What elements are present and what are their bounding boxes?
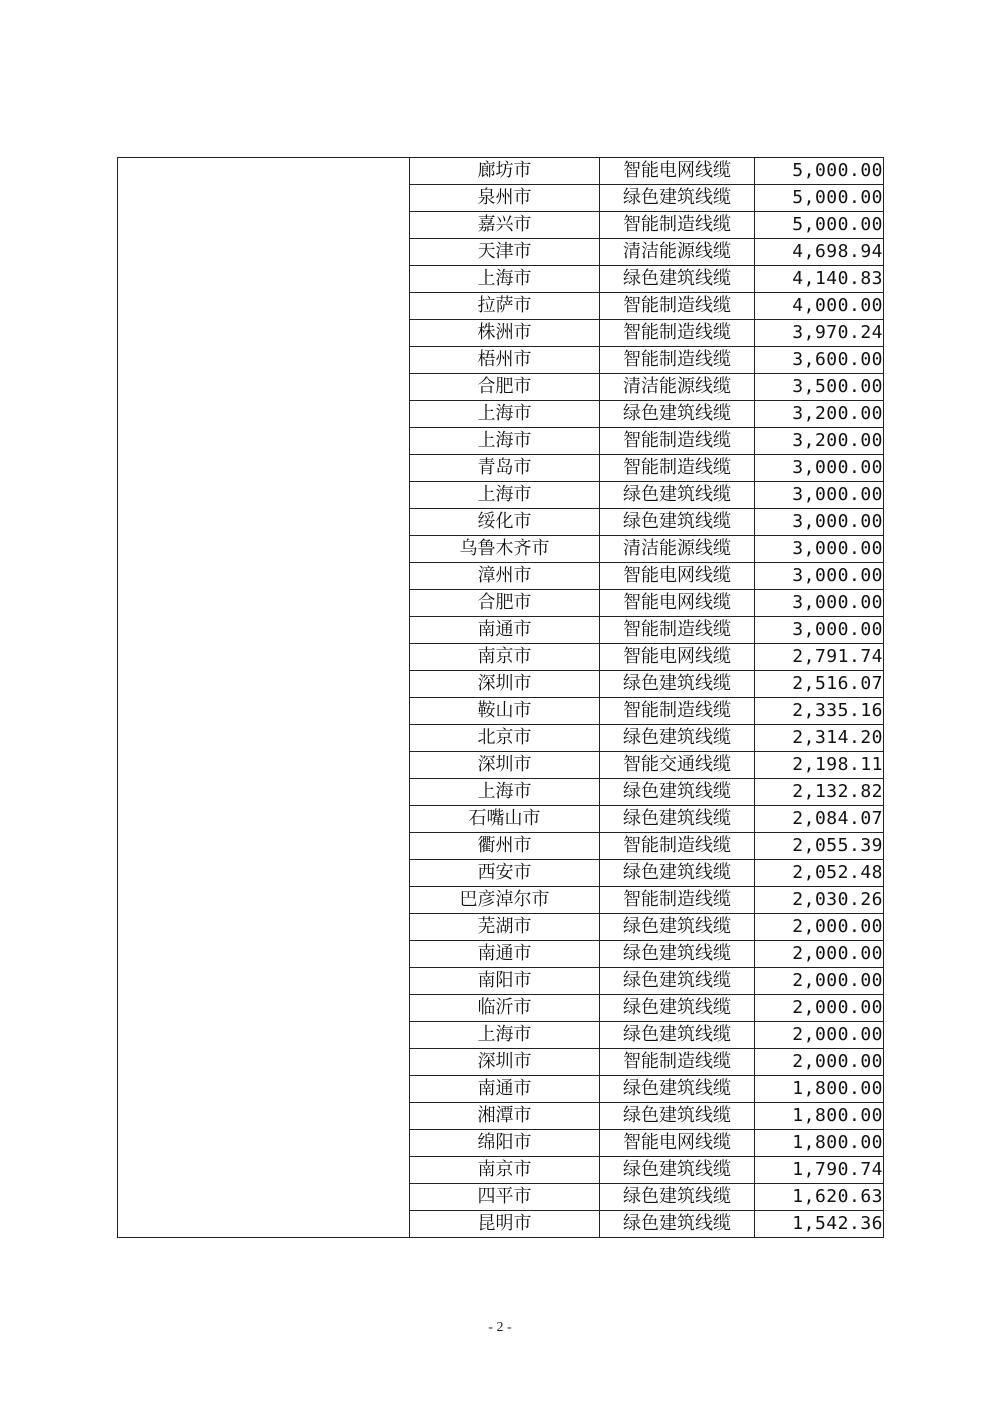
amount-cell: 2,335.16 [755,698,884,725]
category-cell: 绿色建筑线缆 [600,1103,755,1130]
city-cell: 乌鲁木齐市 [410,536,600,563]
city-cell: 绥化市 [410,509,600,536]
city-cell: 临沂市 [410,995,600,1022]
merged-blank-cell [118,158,410,1238]
city-cell: 梧州市 [410,347,600,374]
amount-cell: 1,800.00 [755,1130,884,1157]
city-cell: 拉萨市 [410,293,600,320]
city-cell: 衢州市 [410,833,600,860]
amount-cell: 2,791.74 [755,644,884,671]
amount-cell: 1,800.00 [755,1103,884,1130]
amount-cell: 4,140.83 [755,266,884,293]
city-cell: 昆明市 [410,1211,600,1238]
category-cell: 智能制造线缆 [600,455,755,482]
amount-cell: 1,542.36 [755,1211,884,1238]
amount-cell: 2,000.00 [755,968,884,995]
amount-cell: 3,970.24 [755,320,884,347]
city-cell: 北京市 [410,725,600,752]
city-cell: 南京市 [410,644,600,671]
category-cell: 绿色建筑线缆 [600,482,755,509]
category-cell: 绿色建筑线缆 [600,1211,755,1238]
category-cell: 智能电网线缆 [600,158,755,185]
city-cell: 株洲市 [410,320,600,347]
category-cell: 绿色建筑线缆 [600,968,755,995]
amount-cell: 2,030.26 [755,887,884,914]
amount-cell: 3,000.00 [755,509,884,536]
category-cell: 智能制造线缆 [600,833,755,860]
city-cell: 南阳市 [410,968,600,995]
amount-cell: 2,084.07 [755,806,884,833]
amount-cell: 3,000.00 [755,536,884,563]
category-cell: 绿色建筑线缆 [600,779,755,806]
category-cell: 智能制造线缆 [600,887,755,914]
category-cell: 绿色建筑线缆 [600,1157,755,1184]
category-cell: 智能电网线缆 [600,590,755,617]
category-cell: 智能电网线缆 [600,644,755,671]
amount-cell: 3,000.00 [755,455,884,482]
city-cell: 上海市 [410,779,600,806]
category-cell: 绿色建筑线缆 [600,185,755,212]
city-cell: 青岛市 [410,455,600,482]
category-cell: 绿色建筑线缆 [600,1022,755,1049]
project-table-body [118,158,884,1238]
city-cell: 天津市 [410,239,600,266]
amount-cell: 3,000.00 [755,482,884,509]
amount-cell: 3,000.00 [755,563,884,590]
category-cell: 绿色建筑线缆 [600,1184,755,1211]
category-cell: 绿色建筑线缆 [600,509,755,536]
amount-cell: 2,000.00 [755,914,884,941]
category-cell: 智能制造线缆 [600,698,755,725]
city-cell: 上海市 [410,266,600,293]
city-cell: 南京市 [410,1157,600,1184]
amount-cell: 1,620.63 [755,1184,884,1211]
amount-cell: 3,200.00 [755,401,884,428]
amount-cell: 5,000.00 [755,158,884,185]
category-cell: 绿色建筑线缆 [600,860,755,887]
category-cell: 智能交通线缆 [600,752,755,779]
city-cell: 南通市 [410,617,600,644]
city-cell: 上海市 [410,1022,600,1049]
category-cell: 智能制造线缆 [600,1049,755,1076]
city-cell: 鞍山市 [410,698,600,725]
category-cell: 绿色建筑线缆 [600,1076,755,1103]
category-cell: 智能制造线缆 [600,293,755,320]
category-cell: 智能制造线缆 [600,428,755,455]
amount-cell: 2,000.00 [755,1049,884,1076]
category-cell: 清洁能源线缆 [600,536,755,563]
category-cell: 清洁能源线缆 [600,374,755,401]
category-cell: 智能制造线缆 [600,347,755,374]
amount-cell: 2,198.11 [755,752,884,779]
amount-cell: 4,000.00 [755,293,884,320]
category-cell: 智能电网线缆 [600,1130,755,1157]
category-cell: 绿色建筑线缆 [600,995,755,1022]
amount-cell: 5,000.00 [755,185,884,212]
city-cell: 上海市 [410,482,600,509]
city-cell: 深圳市 [410,671,600,698]
amount-cell: 3,600.00 [755,347,884,374]
table-row [118,158,884,185]
amount-cell: 4,698.94 [755,239,884,266]
amount-cell: 2,000.00 [755,1022,884,1049]
amount-cell: 2,052.48 [755,860,884,887]
amount-cell: 3,000.00 [755,617,884,644]
city-cell: 嘉兴市 [410,212,600,239]
amount-cell: 2,000.00 [755,941,884,968]
amount-cell: 1,790.74 [755,1157,884,1184]
city-cell: 泉州市 [410,185,600,212]
category-cell: 绿色建筑线缆 [600,806,755,833]
category-cell: 绿色建筑线缆 [600,401,755,428]
amount-cell: 2,132.82 [755,779,884,806]
category-cell: 绿色建筑线缆 [600,914,755,941]
amount-cell: 3,500.00 [755,374,884,401]
amount-cell: 3,200.00 [755,428,884,455]
amount-cell: 5,000.00 [755,212,884,239]
city-cell: 合肥市 [410,374,600,401]
category-cell: 绿色建筑线缆 [600,725,755,752]
city-cell: 西安市 [410,860,600,887]
city-cell: 石嘴山市 [410,806,600,833]
amount-cell: 2,000.00 [755,995,884,1022]
category-cell: 绿色建筑线缆 [600,671,755,698]
project-table [117,157,884,1238]
city-cell: 南通市 [410,1076,600,1103]
amount-cell: 2,314.20 [755,725,884,752]
category-cell: 智能制造线缆 [600,212,755,239]
city-cell: 上海市 [410,401,600,428]
amount-cell: 3,000.00 [755,590,884,617]
city-cell: 漳州市 [410,563,600,590]
city-cell: 深圳市 [410,1049,600,1076]
page-number: - 2 - [488,1320,512,1335]
city-cell: 湘潭市 [410,1103,600,1130]
city-cell: 深圳市 [410,752,600,779]
amount-cell: 2,055.39 [755,833,884,860]
city-cell: 巴彦淖尔市 [410,887,600,914]
category-cell: 智能制造线缆 [600,617,755,644]
city-cell: 绵阳市 [410,1130,600,1157]
city-cell: 廊坊市 [410,158,600,185]
city-cell: 四平市 [410,1184,600,1211]
city-cell: 上海市 [410,428,600,455]
amount-cell: 1,800.00 [755,1076,884,1103]
category-cell: 智能制造线缆 [600,320,755,347]
category-cell: 绿色建筑线缆 [600,266,755,293]
category-cell: 智能电网线缆 [600,563,755,590]
category-cell: 清洁能源线缆 [600,239,755,266]
amount-cell: 2,516.07 [755,671,884,698]
city-cell: 合肥市 [410,590,600,617]
category-cell: 绿色建筑线缆 [600,941,755,968]
city-cell: 芜湖市 [410,914,600,941]
city-cell: 南通市 [410,941,600,968]
